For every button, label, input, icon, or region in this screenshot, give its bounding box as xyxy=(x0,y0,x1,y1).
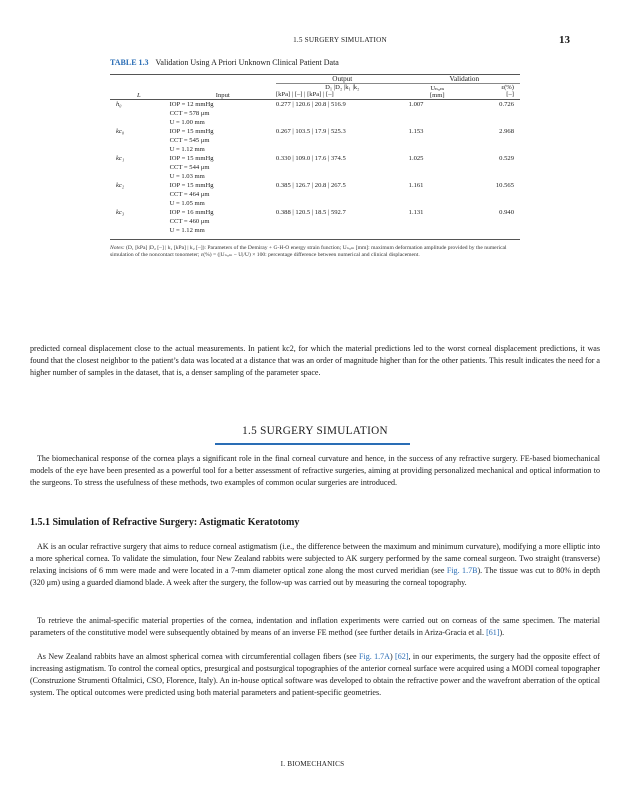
row-l: kc₁ xyxy=(116,155,125,162)
row-error: 2.968 xyxy=(499,128,514,135)
paragraph-material-properties: To retrieve the animal-specific material properties of the cornea, indentation and inflation experiments were carried out on corneas of the same specimen. The material parameters of the constitutive model were subsequently obtained by means of an inverse FE method (see further details in Ariza-Gracia et al. [61]). xyxy=(30,616,600,638)
row-output: 0.385 | 126.7 | 20.8 | 267.5 xyxy=(275,182,346,189)
row-output: 0.330 | 109.0 | 17.6 | 374.5 xyxy=(275,155,346,162)
table-group-header-row xyxy=(110,75,520,84)
row-unum: 1.025 xyxy=(408,155,424,162)
table-label: TABLE 1.3 xyxy=(110,58,149,67)
row-unum: 1.153 xyxy=(408,128,424,135)
row-unum: 1.131 xyxy=(408,209,424,216)
row-input: IOP = 12 mmHg CCT = 578 μm U = 1.00 mm xyxy=(169,101,214,126)
subsection-title: 1.5.1 Simulation of Refractive Surgery: Astigmatic Keratotomy xyxy=(30,517,300,528)
section-title: 1.5 SURGERY SIMULATION xyxy=(242,425,388,437)
row-l: h₀ xyxy=(116,101,122,108)
validation-table-block xyxy=(110,58,520,259)
figure-link-1-7b[interactable]: Fig. 1.7B xyxy=(446,566,478,576)
table-caption xyxy=(110,58,520,67)
row-output: 0.388 | 120.5 | 18.5 | 592.7 xyxy=(275,209,346,216)
table-row xyxy=(110,154,520,181)
page-number: 13 xyxy=(559,34,570,46)
table-caption-text: Validation Using A Priori Unknown Clinical Patient Data xyxy=(155,58,339,67)
row-error: 10.565 xyxy=(495,182,514,189)
col-header-l: L xyxy=(136,92,141,99)
page-header xyxy=(110,34,570,48)
row-output: 0.267 | 103.5 | 17.9 | 525.3 xyxy=(275,128,346,135)
table-note-label: Notes: xyxy=(110,245,125,251)
table-note xyxy=(110,240,520,259)
paragraph-rabbit-cornea: As New Zealand rabbits have an almost spherical cornea with circumferential collagen fibers (see Fig. 1.7A) [62], in our experiments, the surgery had the opposite effect of increasing astigmatism. To control the corneal optics, presurgical and postsurgical topographies of the anterior corneal surface were acquired using a MODI corneal topographer (Construzione Strumenti Oftalmici, CSO, Florence, Italy). An in-house optical software was developed to obtain the refractive power and the wavefront aberration of the optical system. The optical outcomes were predicted using both material parameters and patient-specific geometries. xyxy=(30,652,600,698)
row-error: 0.940 xyxy=(499,209,514,216)
figure-link-1-7a[interactable]: Fig. 1.7A xyxy=(358,652,390,661)
row-error: 0.529 xyxy=(499,155,514,162)
table-row xyxy=(110,181,520,208)
row-l: kc₃ xyxy=(116,209,125,216)
table-row xyxy=(110,127,520,154)
citation-link-62[interactable]: [62] xyxy=(395,652,409,661)
row-unum: 1.007 xyxy=(408,101,424,108)
row-input: IOP = 15 mmHg CCT = 544 μm U = 1.03 mm xyxy=(169,155,214,180)
row-unum: 1.161 xyxy=(408,182,424,189)
citation-link-61[interactable]: [61] xyxy=(486,628,500,638)
section-title-rule xyxy=(215,443,410,445)
running-title: 1.5 SURGERY SIMULATION xyxy=(293,36,387,44)
row-input: IOP = 15 mmHg CCT = 545 μm U = 1.12 mm xyxy=(169,128,214,153)
row-output: 0.277 | 120.6 | 20.8 | 516.9 xyxy=(275,101,346,108)
table-note-text: (D₁ [kPa] |D₂ [–] | k₁ [kPa] | k₂ [–]): Parameters of the Demiray + G-H-O energy strain function; Uₙᵤₘ [mm]: maximum deformation amplitude provided by the numerical simulation of the noncontact tonometer; ε(%) = (|Uₙᵤₘ − U|/U) × 100: percentage difference between numerical and clinical displacement. xyxy=(110,245,507,259)
row-l: kc₀ xyxy=(116,128,125,135)
paragraph-section-intro: The biomechanical response of the cornea plays a significant role in the final corneal curvature and hence, in the success of any refractive surgery. FE-based biomechanical models of the eye have been presented as a powerful tool for a better assessment of refractive surgeries, aiming at providing personalized mechanical and optical information to the surgeons. To stress the usefulness of these methods, two examples of common ocular surgeries are introduced. xyxy=(30,454,600,488)
col-header-output: D₁ |D₂ |k₁ |k₂ [kPa] | [–] | [kPa] | [–] xyxy=(275,84,360,98)
page-footer: I. BIOMECHANICS xyxy=(280,760,345,768)
paragraph-ak-surgery: AK is an ocular refractive surgery that aims to reduce corneal astigmatism (i.e., the difference between the maximum and minimum curvature), modifying a more elliptic into a more spherical cornea. To validate the simulation, four New Zealand rabbits were subjected to AK surgery performed by the same corneal surgeon. Two straight (transverse) relaxing incisions of 6 mm were made and were located in a 7-mm diameter optical zone along the most curved meridian (see Fig. 1.7B). The tissue was cut to 80% in depth (320 μm) using a guarded diamond blade. A week after the surgery, the follow-up was carried out by measuring the corneal topography. xyxy=(30,542,600,588)
group-output-header: Output xyxy=(276,75,409,84)
col-header-unum: Uₙᵤₘ [mm] xyxy=(429,85,445,99)
row-error: 0.726 xyxy=(499,101,514,108)
validation-table xyxy=(110,75,520,240)
group-validation-header: Validation xyxy=(409,75,520,84)
table-row xyxy=(110,100,520,127)
table-column-header-row xyxy=(110,84,520,99)
col-header-input: Input xyxy=(215,92,230,99)
row-input: IOP = 15 mmHg CCT = 464 μm U = 1.05 mm xyxy=(169,182,214,207)
table-row xyxy=(110,208,520,235)
row-input: IOP = 16 mmHg CCT = 460 μm U = 1.12 mm xyxy=(169,209,214,234)
col-header-error: ε(%) [–] xyxy=(501,84,514,98)
row-l: kc₂ xyxy=(116,182,125,189)
paragraph-continuation: predicted corneal displacement close to the actual measurements. In patient kc2, for which the material predictions led to the worst corneal displacement predictions, it was found that the closest neighbor to the patient’s data was located at a distance that was an order of magnitude higher than for the other patients. This result indicates the need for a higher number of samples in the dataset, that is, a denser sampling of the parameter space. xyxy=(30,344,600,378)
